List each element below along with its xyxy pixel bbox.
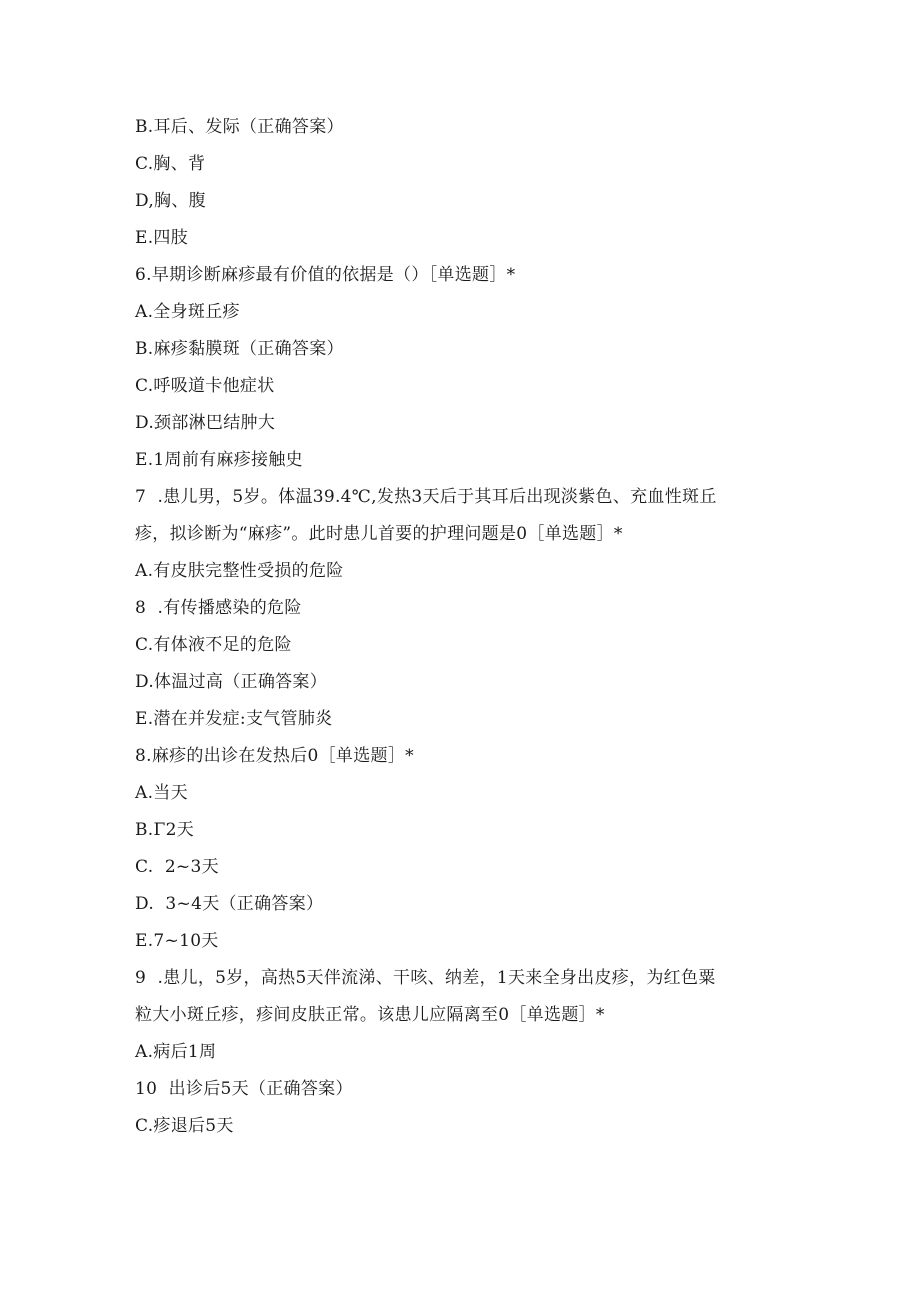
question-list <box>135 109 785 1145</box>
option-d-q7: D.体温过高（正确答案） <box>135 672 328 692</box>
question-8: 8.麻疹的出诊在发热后0［单选题］* <box>135 746 414 766</box>
option-b-q5: B.耳后、发际（正确答案） <box>135 117 344 137</box>
question-9-line-2: 粒大小斑丘疹，疹间皮肤正常。该患儿应隔离至0［单选题］* <box>135 1005 605 1025</box>
option-c-q6: C.呼吸道卡他症状 <box>135 376 275 396</box>
question-7-line-2: 疹，拟诊断为“麻疹”。此时患儿首要的护理问题是0［单选题］* <box>135 524 623 544</box>
option-a-q6: A.全身斑丘疹 <box>135 302 240 322</box>
option-b-q7: 8 .有传播感染的危险 <box>135 598 302 618</box>
option-d-q8: D. 3~4天（正确答案） <box>135 894 324 914</box>
option-b-q9: 10 出诊后5天（正确答案） <box>135 1079 353 1099</box>
option-b-q6: B.麻疹黏膜斑（正确答案） <box>135 339 344 359</box>
option-c-q7: C.有体液不足的危险 <box>135 635 292 655</box>
option-b-q8: B.Γ2天 <box>135 820 195 840</box>
option-e-q8: E.7~10天 <box>135 931 219 951</box>
option-e-q7: E.潜在并发症:支气管肺炎 <box>135 709 333 729</box>
option-a-q9: A.病后1周 <box>135 1042 217 1062</box>
option-d-q5: D,胸、腹 <box>135 191 206 211</box>
option-a-q7: A.有皮肤完整性受损的危险 <box>135 561 344 581</box>
option-a-q8: A.当天 <box>135 783 188 803</box>
question-7-line-1: 7 .患儿男，5岁。体温39.4℃,发热3天后于其耳后出现淡紫色、充血性斑丘 <box>135 487 717 507</box>
option-c-q9: C.疹退后5天 <box>135 1116 234 1136</box>
option-c-q5: C.胸、背 <box>135 154 206 174</box>
option-e-q5: E.四肢 <box>135 228 189 248</box>
option-d-q6: D.颈部淋巴结肿大 <box>135 413 276 433</box>
question-9-line-1: 9 .患儿，5岁，高热5天伴流涕、干咳、纳差，1天来全身出皮疹，为红色粟 <box>135 968 716 988</box>
question-6: 6.早期诊断麻疹最有价值的依据是（）［单选题］* <box>135 265 516 285</box>
option-c-q8: C. 2~3天 <box>135 857 219 877</box>
option-e-q6: E.1周前有麻疹接触史 <box>135 450 303 470</box>
